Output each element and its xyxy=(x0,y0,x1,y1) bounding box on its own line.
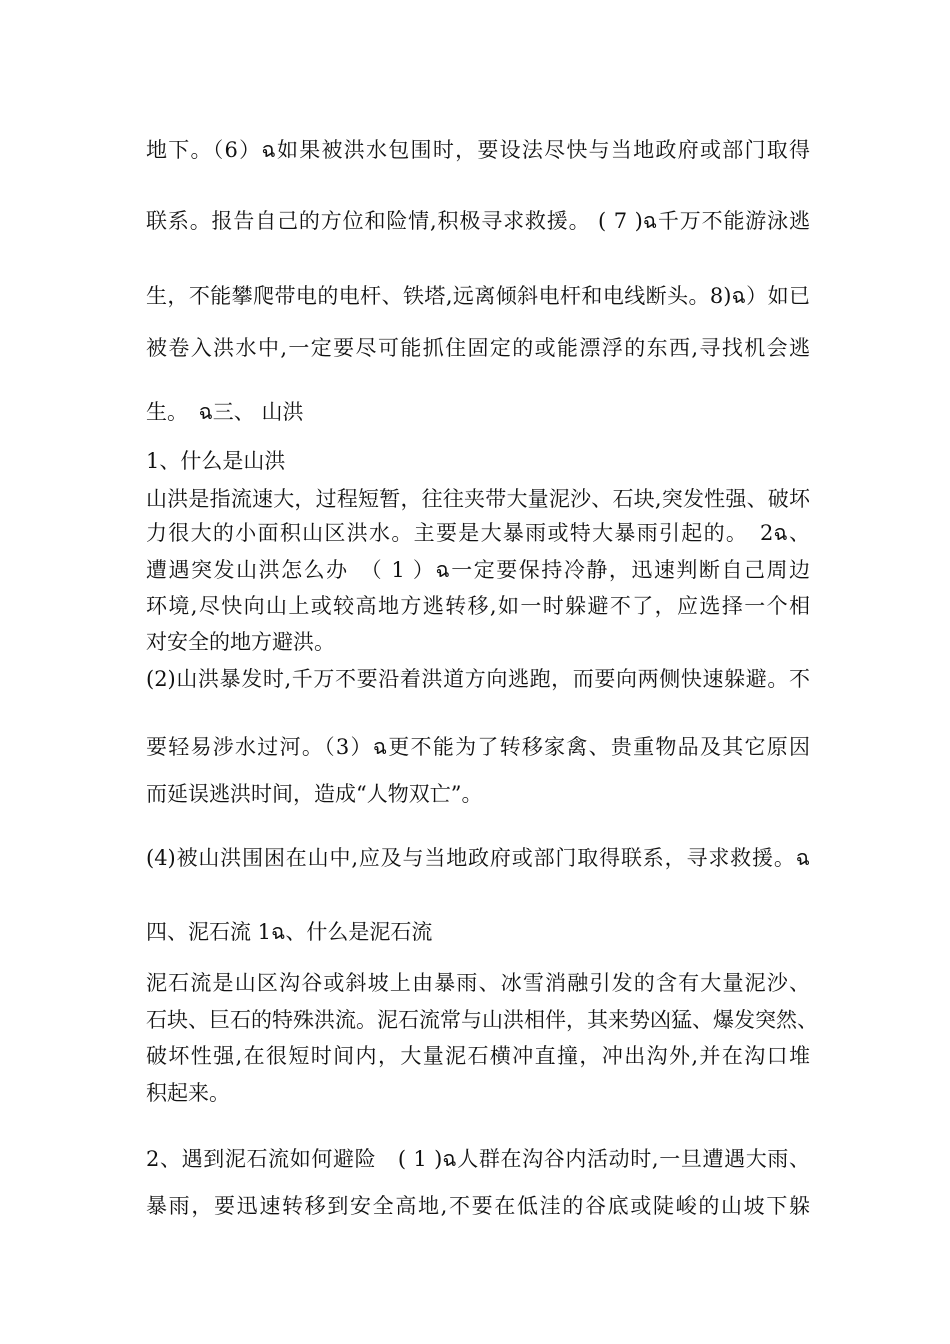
text-line: 泥石流是山区沟谷或斜坡上由暴雨、冰雪消融引发的含有大量泥沙、 xyxy=(146,971,810,995)
text-line: 2、遇到泥石流如何避险 ( 1 )ฉ人群在沟谷内活动时,一旦遭遇大雨、 xyxy=(146,1147,810,1171)
text-line: 对安全的地方避洪。 xyxy=(146,630,335,654)
text-line: 积起来。 xyxy=(146,1081,230,1105)
text-line: 石块、巨石的特殊洪流。泥石流常与山洪相伴，其来势凶猛、爆发突然、 xyxy=(146,1008,818,1032)
section-heading: 四、泥石流 1ฉ、什么是泥石流 xyxy=(146,920,433,944)
text-line: 要轻易涉水过河。（3）ฉ更不能为了转移家禽、贵重物品及其它原因 xyxy=(146,735,810,759)
text-line: 地下。（6）ฉ如果被洪水包围时，要设法尽快与当地政府或部门取得 xyxy=(146,138,810,162)
text-line: 联系。报告自己的方位和险情,积极寻求救援。 ( 7 )ฉ千万不能游泳逃 xyxy=(146,209,810,233)
text-line: 生，不能攀爬带电的电杆、铁塔,远离倾斜电杆和电线断头。8)ฉ）如已 xyxy=(146,284,810,308)
text-line: 遭遇突发山洪怎么办 （ 1 ）ฉ一定要保持冷静，迅速判断自己周边 xyxy=(146,558,810,582)
text-line: 被卷入洪水中,一定要尽可能抓住固定的或能漂浮的东西,寻找机会逃 xyxy=(146,336,810,360)
text-line: 破坏性强,在很短时间内，大量泥石横冲直撞，冲出沟外,并在沟口堆 xyxy=(146,1044,810,1068)
text-line: 力很大的小面积山区洪水。主要是大暴雨或特大暴雨引起的。 2ฉ、 xyxy=(146,521,810,545)
text-line: 而延误逃洪时间，造成“人物双亡”。 xyxy=(146,782,483,806)
text-line: (4)被山洪围困在山中,应及与当地政府或部门取得联系，寻求救援。ฉ xyxy=(146,846,810,870)
text-line: 环境,尽快向山上或较高地方逃转移,如一时躲避不了，应选择一个相 xyxy=(146,594,810,618)
text-line: 暴雨，要迅速转移到安全高地,不要在低洼的谷底或陡峻的山坡下躲 xyxy=(146,1194,810,1218)
text-line: 山洪是指流速大，过程短暂，往往夹带大量泥沙、石块,突发性强、破坏 xyxy=(146,487,810,511)
text-line: 生。 ฉ三、 山洪 xyxy=(146,400,304,424)
section-heading: 1、什么是山洪 xyxy=(146,449,286,473)
text-line: (2)山洪暴发时,千万不要沿着洪道方向逃跑，而要向两侧快速躲避。不 xyxy=(146,667,810,691)
